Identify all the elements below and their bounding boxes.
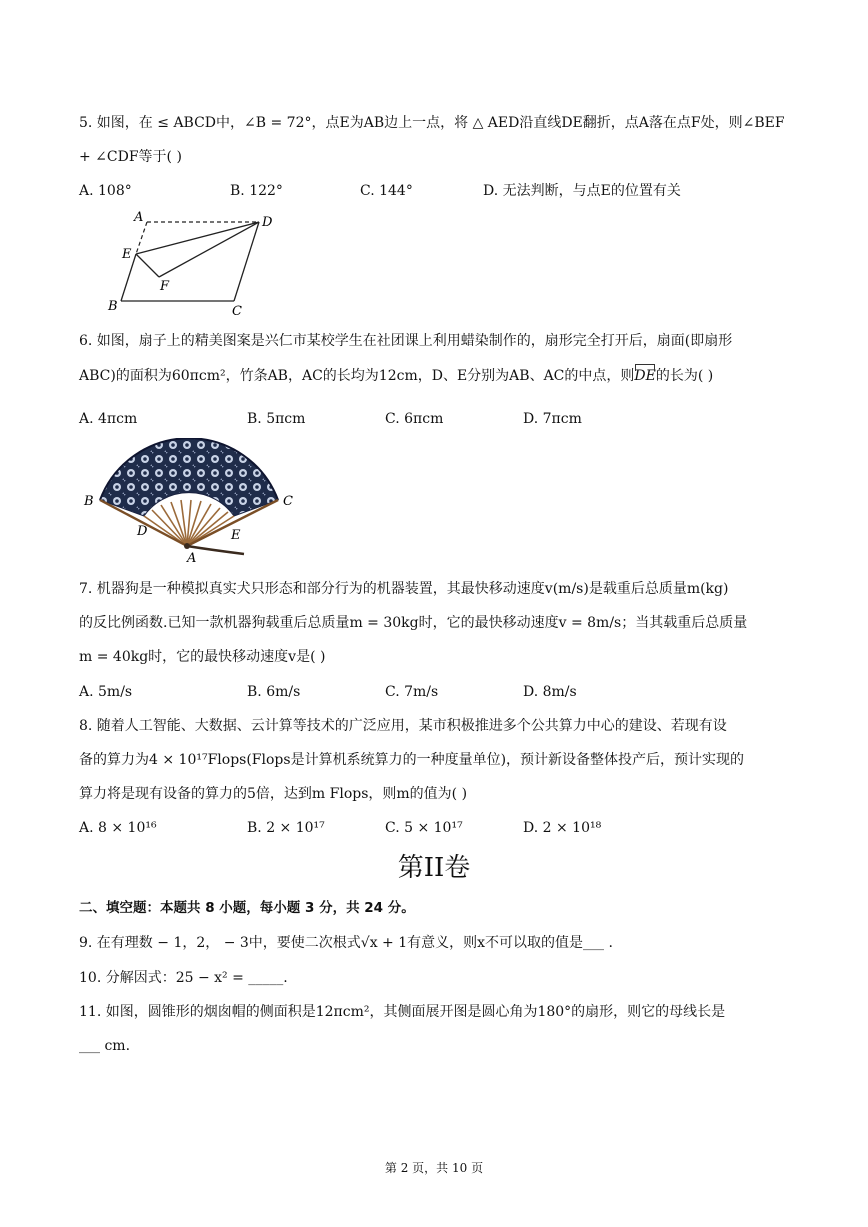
label-a: A bbox=[134, 210, 144, 225]
q11-line-2: ___ cm. bbox=[79, 1038, 131, 1054]
q7-line-2: 的反比例函数.已知一款机器狗载重后总质量m = 30kg时，它的最快移动速度v = 8m/s；当其载重后总质量 bbox=[79, 615, 748, 631]
label-e: E bbox=[122, 247, 132, 262]
q6-option-c: C. 6πcm bbox=[385, 411, 444, 427]
q8-option-b: B. 2 × 10¹⁷ bbox=[247, 820, 325, 836]
fan-label-b: B bbox=[84, 494, 94, 509]
q6-line-2-text-a: ABC)的面积为60πcm²，竹条AB，AC的长均为12cm，D、E分别为AB、AC的中点，则 bbox=[79, 368, 635, 384]
fan-label-e: E bbox=[231, 528, 241, 543]
page-footer: 第 2 页，共 10 页 bbox=[384, 1161, 484, 1175]
q6-option-b: B. 5πcm bbox=[247, 411, 306, 427]
q6-arc-de: DE bbox=[634, 366, 655, 386]
q7-option-d: D. 8m/s bbox=[523, 684, 577, 700]
q10-line: 10. 分解因式：25 − x² = _____. bbox=[79, 970, 288, 986]
q5-option-a: A. 108° bbox=[79, 183, 132, 199]
label-b: B bbox=[108, 299, 118, 314]
label-c: C bbox=[232, 304, 242, 318]
section-title: 第II卷 bbox=[397, 853, 471, 883]
q5-option-d: D. 无法判断，与点E的位置有关 bbox=[483, 183, 681, 199]
section2-heading: 二、填空题：本题共 8 小题，每小题 3 分，共 24 分。 bbox=[79, 900, 415, 916]
parallelogram-figure bbox=[100, 206, 290, 318]
q5-option-c: C. 144° bbox=[360, 183, 413, 199]
q6-option-a: A. 4πcm bbox=[79, 411, 138, 427]
q5-line-2: + ∠CDF等于( ) bbox=[79, 149, 182, 165]
q8-option-d: D. 2 × 10¹⁸ bbox=[523, 820, 602, 836]
q6-option-d: D. 7πcm bbox=[523, 411, 582, 427]
q11-line-1: 11. 如图，圆锥形的烟囱帽的侧面积是12πcm²，其侧面展开图是圆心角为180°的扇形，则它的母线长是 bbox=[79, 1004, 726, 1020]
q5-option-b: B. 122° bbox=[230, 183, 283, 199]
q9-line: 9. 在有理数 − 1，2， − 3中，要使二次根式√x + 1有意义，则x不可以取的值是___ . bbox=[79, 935, 613, 951]
q7-option-b: B. 6m/s bbox=[247, 684, 301, 700]
folding-fan-figure bbox=[82, 438, 302, 566]
q7-option-c: C. 7m/s bbox=[385, 684, 439, 700]
fan-label-d: D bbox=[137, 524, 148, 539]
fan-label-c: C bbox=[283, 494, 293, 509]
q7-line-1: 7. 机器狗是一种模拟真实犬只形态和部分行为的机器装置，其最快移动速度v(m/s)是载重后总质量m(kg) bbox=[79, 581, 729, 597]
fan-label-a: A bbox=[187, 551, 197, 566]
q6-line-2-text-b: 的长为( ) bbox=[655, 368, 714, 384]
q8-option-a: A. 8 × 10¹⁶ bbox=[79, 820, 157, 836]
q6-line-1: 6. 如图，扇子上的精美图案是兴仁市某校学生在社团课上利用蜡染制作的，扇形完全打开后，扇面(即扇形 bbox=[79, 333, 733, 349]
q6-line-2 bbox=[79, 366, 713, 386]
q8-line-3: 算力将是现有设备的算力的5倍，达到m Flops，则m的值为( ) bbox=[79, 786, 468, 802]
label-d: D bbox=[262, 215, 273, 230]
q7-line-3: m = 40kg时，它的最快移动速度v是( ) bbox=[79, 649, 326, 665]
q5-line-1: 5. 如图，在 ≤ ABCD中，∠B = 72°，点E为AB边上一点，将 △ AED沿直线DE翻折，点A落在点F处，则∠BEF bbox=[79, 115, 785, 131]
q8-option-c: C. 5 × 10¹⁷ bbox=[385, 820, 463, 836]
label-f: F bbox=[160, 279, 170, 294]
q8-line-1: 8. 随着人工智能、大数据、云计算等技术的广泛应用，某市积极推进多个公共算力中心的建设、若现有设 bbox=[79, 718, 727, 734]
q7-option-a: A. 5m/s bbox=[79, 684, 133, 700]
q8-line-2: 备的算力为4 × 10¹⁷Flops(Flops是计算机系统算力的一种度量单位)，预计新设备整体投产后，预计实现的 bbox=[79, 752, 745, 768]
